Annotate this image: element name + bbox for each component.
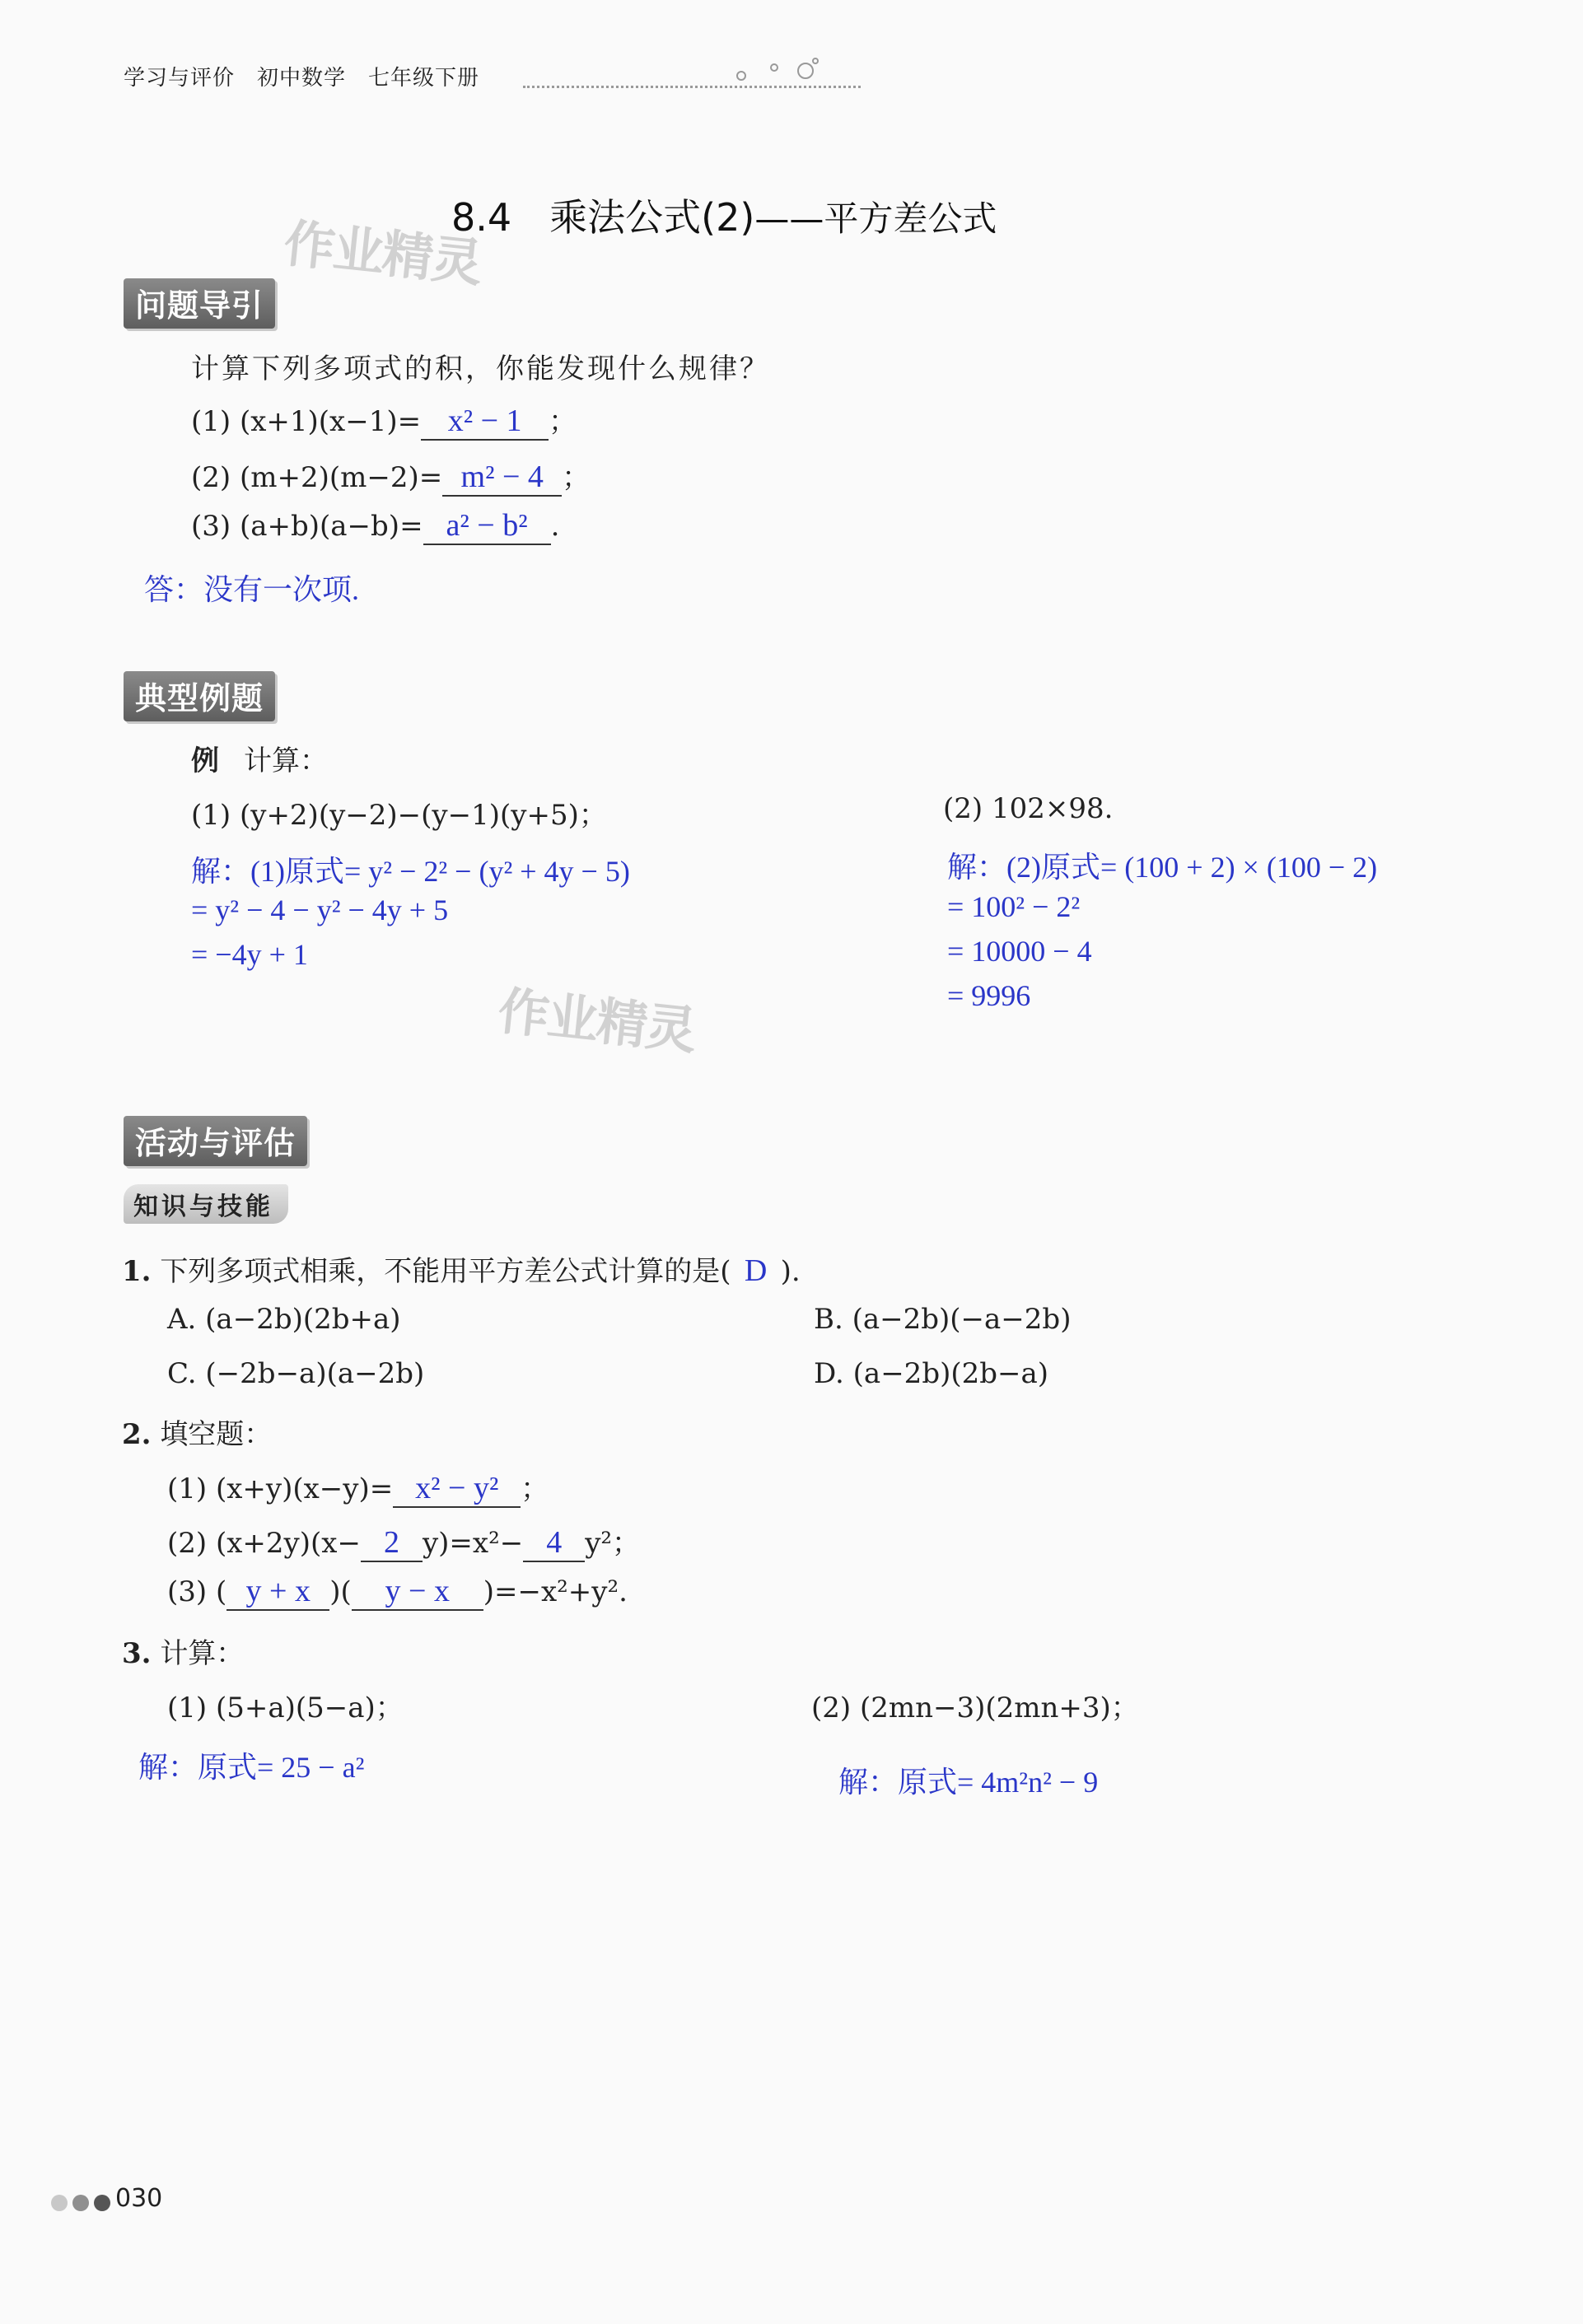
item-1-tail: ； bbox=[549, 405, 577, 438]
section-tag-typical-examples: 典型例题 bbox=[124, 671, 275, 721]
watermark-top: 作业精灵 bbox=[281, 212, 484, 294]
q2-line-2-middle: y)=x²− bbox=[422, 1527, 524, 1560]
example-question-1: (1) (y+2)(y−2)−(y−1)(y+5)； bbox=[191, 799, 607, 832]
q2-line-2-answer-1: 2 bbox=[383, 1525, 399, 1560]
question-2-line-2 bbox=[167, 1520, 640, 1562]
example-solution-2-line-1: 解：(2)原式= (100 + 2) × (100 − 2) bbox=[947, 851, 1378, 884]
example-solution-2-line-2: = 100² − 2² bbox=[947, 890, 1081, 923]
question-1 bbox=[122, 1248, 801, 1289]
example-text: 计算： bbox=[244, 744, 328, 777]
question-3-number: 3. bbox=[122, 1637, 152, 1670]
item-1-answer: x² − 1 bbox=[447, 404, 522, 438]
question-3 bbox=[122, 1631, 244, 1671]
question-2-line-1 bbox=[167, 1466, 549, 1508]
question-3-part-1: (1) (5+a)(5−a)； bbox=[167, 1692, 404, 1724]
q2-line-3-blank-2 bbox=[352, 1575, 483, 1611]
example-solution-1-line-2: = y² − 4 − y² − 4y + 5 bbox=[191, 894, 449, 926]
question-1-text-after: ). bbox=[780, 1255, 801, 1288]
q2-line-1-answer: x² − y² bbox=[415, 1471, 499, 1505]
question-1-text: 下列多项式相乘，不能用平方差公式计算的是( bbox=[160, 1255, 731, 1288]
q2-line-3-blank-1 bbox=[226, 1575, 329, 1611]
section1-item-3 bbox=[191, 509, 559, 545]
question-3-text: 计算： bbox=[160, 1637, 245, 1670]
section1-prompt: 计算下列多项式的积，你能发现什么规律？ bbox=[191, 352, 770, 385]
q2-line-2-answer-2: 4 bbox=[546, 1525, 563, 1560]
q2-line-1-tail: ； bbox=[521, 1472, 549, 1505]
example-solution-1-line-1: 解：(1)原式= y² − 2² − (y² + 4y − 5) bbox=[191, 855, 630, 888]
item-1-blank bbox=[421, 404, 549, 441]
question-1-option-a: A. (a−2b)(2b+a) bbox=[167, 1303, 401, 1336]
page-dot-icon bbox=[94, 2195, 110, 2211]
q2-line-2-blank-1 bbox=[361, 1526, 423, 1562]
question-3-part-2: (2) (2mn−3)(2mn+3)； bbox=[811, 1692, 1139, 1724]
section-tag-activity-assessment: 活动与评估 bbox=[124, 1116, 307, 1166]
section1-item-2 bbox=[191, 455, 590, 497]
item-3-expression: (3) (a+b)(a−b)= bbox=[191, 510, 423, 543]
item-2-blank bbox=[442, 460, 562, 497]
q2-line-2-blank-2 bbox=[523, 1526, 585, 1562]
question-1-answer: D bbox=[744, 1253, 768, 1288]
item-2-expression: (2) (m+2)(m−2)= bbox=[191, 461, 443, 494]
section1-item-1 bbox=[191, 399, 577, 441]
question-2-line-3 bbox=[167, 1575, 628, 1611]
q2-line-2-expression: (2) (x+2y)(x− bbox=[167, 1527, 361, 1560]
q2-line-3-answer-1: y + x bbox=[245, 1574, 311, 1608]
question-1-option-d: D. (a−2b)(2b−a) bbox=[814, 1357, 1049, 1390]
item-3-answer: a² − b² bbox=[446, 508, 528, 543]
item-1-expression: (1) (x+1)(x−1)= bbox=[191, 405, 422, 438]
example-header bbox=[191, 738, 328, 778]
section1-handwritten-response: 答：没有一次项. bbox=[144, 573, 360, 606]
watermark-middle: 作业精灵 bbox=[495, 980, 698, 1062]
page-title bbox=[451, 188, 997, 242]
question-1-number: 1. bbox=[122, 1255, 152, 1288]
item-2-tail: ； bbox=[562, 461, 591, 494]
q2-line-3-expression: (3) ( bbox=[167, 1575, 227, 1608]
example-solution-1-line-3: = −4y + 1 bbox=[191, 938, 308, 971]
q2-line-2-tail: y²； bbox=[585, 1527, 641, 1560]
page-number-block bbox=[51, 2184, 162, 2213]
q2-line-1-blank bbox=[393, 1472, 521, 1508]
running-header: 学习与评价 初中数学 七年级下册 bbox=[124, 66, 480, 91]
page-dot-icon bbox=[51, 2195, 68, 2211]
q2-line-1-expression: (1) (x+y)(x−y)= bbox=[167, 1472, 394, 1505]
title-main: 8.4 乘法公式(2) bbox=[451, 195, 755, 240]
q2-line-3-tail: )=−x²+y². bbox=[483, 1575, 628, 1608]
example-solution-2-line-3: = 10000 − 4 bbox=[947, 935, 1092, 968]
example-solution-2-line-4: = 9996 bbox=[947, 979, 1031, 1012]
header-bubbles-decoration bbox=[725, 49, 865, 91]
question-2-number: 2. bbox=[122, 1418, 152, 1451]
page-dot-icon bbox=[72, 2195, 89, 2211]
example-question-2: (2) 102×98. bbox=[943, 792, 1114, 825]
item-3-tail: . bbox=[550, 510, 560, 543]
page-number: 030 bbox=[115, 2184, 163, 2213]
item-2-answer: m² − 4 bbox=[460, 460, 544, 494]
question-3-solution-2: 解：原式= 4m²n² − 9 bbox=[838, 1766, 1099, 1799]
question-1-option-b: B. (a−2b)(−a−2b) bbox=[814, 1303, 1072, 1336]
title-sub: ——平方差公式 bbox=[754, 198, 997, 239]
question-2-text: 填空题： bbox=[160, 1418, 273, 1451]
item-3-blank bbox=[423, 509, 551, 545]
question-2 bbox=[122, 1412, 272, 1452]
subtag-knowledge-skills: 知识与技能 bbox=[124, 1184, 288, 1224]
question-1-option-c: C. (−2b−a)(a−2b) bbox=[167, 1357, 425, 1390]
question-3-solution-1: 解：原式= 25 − a² bbox=[138, 1751, 365, 1784]
q2-line-3-middle: )( bbox=[329, 1575, 352, 1608]
section-tag-problem-guide: 问题导引 bbox=[124, 278, 275, 329]
example-label: 例 bbox=[191, 744, 219, 777]
q2-line-3-answer-2: y − x bbox=[385, 1574, 450, 1608]
